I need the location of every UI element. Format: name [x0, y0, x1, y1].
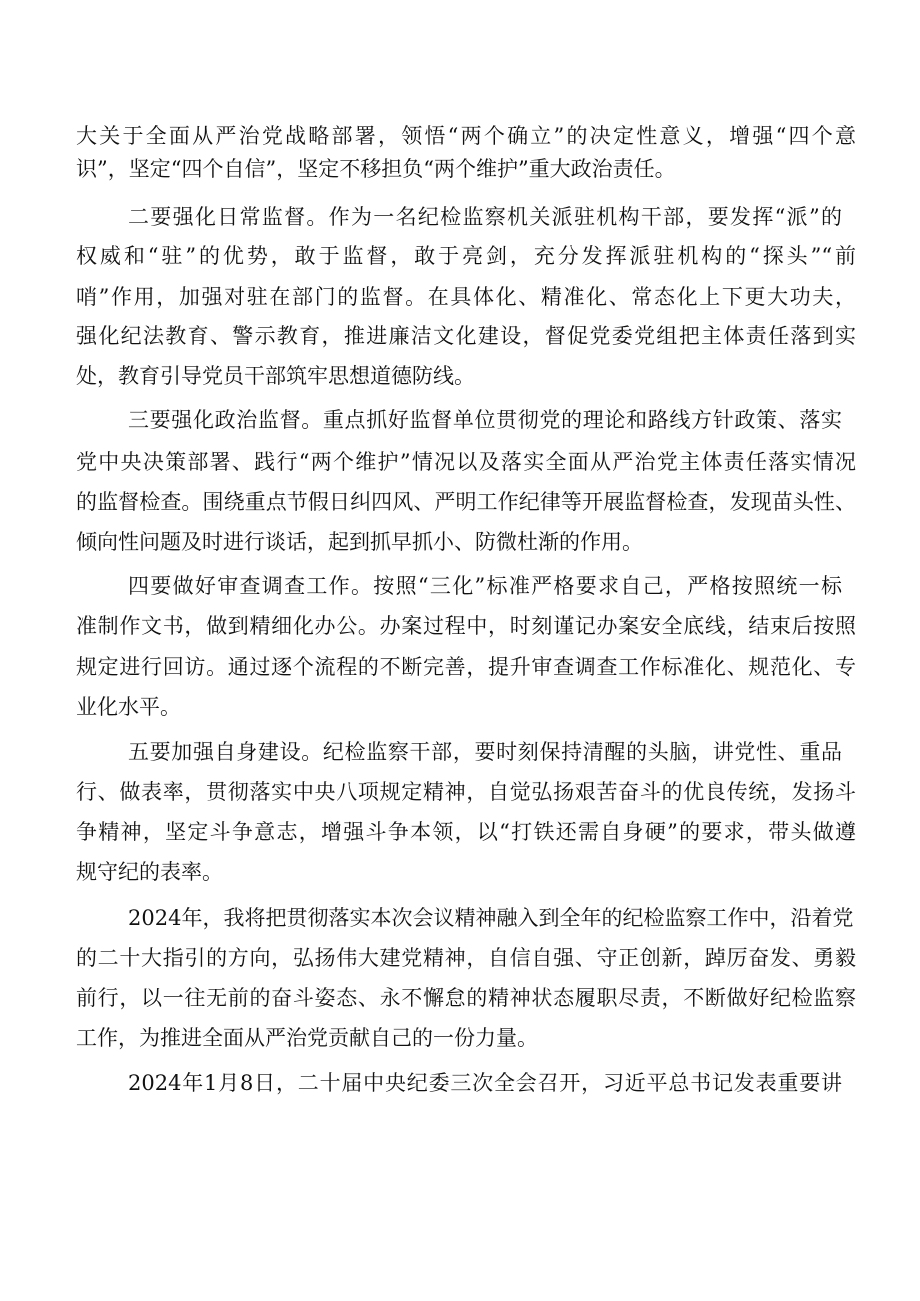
text-line: 处，教育引导党员干部筑牢思想道德防线。: [76, 364, 475, 388]
text-line: 规定进行回访。通过逐个流程的不断完善，提升审查调查工作标准化、规范化、专: [76, 655, 856, 679]
text-line: 强化纪法教育、警示教育，推进廉洁文化建设，督促党委党组把主体责任落到实: [76, 324, 856, 348]
text-line: 识”，坚定“四个自信”，坚定不移担负“两个维护”重大政治责任。: [76, 157, 676, 181]
text-line: 大关于全面从严治党战略部署，领悟“两个确立”的决定性意义，增强“四个意: [76, 124, 856, 148]
text-line: 前行，以一往无前的奋斗姿态、永不懈怠的精神状态履职尽责，不断做好纪检监察: [76, 986, 856, 1010]
text-line: 的二十大指引的方向，弘扬伟大建党精神，自信自强、守正创新，踔厉奋发、勇毅: [76, 946, 856, 970]
paragraph-start: 四要做好审查调查工作。按照“三化”标准严格要求自己，严格按照统一标: [128, 574, 842, 598]
paragraph-start: 二要强化日常监督。作为一名纪检监察机关派驻机构干部，要发挥“派”的: [128, 205, 842, 229]
paragraph-start: 五要加强自身建设。纪检监察干部，要时刻保持清醒的头脑，讲党性、重品: [128, 740, 842, 764]
text-line: 哨”作用，加强对驻在部门的监督。在具体化、精准化、常态化上下更大功夫，: [76, 285, 856, 309]
text-line: 业化水平。: [76, 695, 181, 719]
text-line: 工作，为推进全面从严治党贡献自己的一份力量。: [76, 1026, 538, 1050]
paragraph-start: 三要强化政治监督。重点抓好监督单位贯彻党的理论和路线方针政策、落实: [128, 408, 842, 432]
text-line: 规守纪的表率。: [76, 860, 223, 884]
text-line: 倾向性问题及时进行谈话，起到抓早抓小、防微杜渐的作用。: [76, 530, 643, 554]
text-line: 行、做表率，贯彻落实中央八项规定精神，自觉弘扬艰苦奋斗的优良传统，发扬斗: [76, 780, 856, 804]
paragraph-start: 2024年1月8日，二十届中央纪委三次全会召开，习近平总书记发表重要讲: [128, 1071, 842, 1095]
text-line: 党中央决策部署、践行“两个维护”情况以及落实全面从严治党主体责任落实情况: [76, 450, 856, 474]
text-line: 权威和“驻”的优势，敢于监督，敢于亮剑，充分发挥派驻机构的“探头”“前: [76, 244, 856, 268]
text-line: 争精神，坚定斗争意志，增强斗争本领，以“打铁还需自身硬”的要求，带头做遵: [76, 820, 856, 844]
paragraph-start: 2024年，我将把贯彻落实本次会议精神融入到全年的纪检监察工作中，沿着党: [128, 906, 854, 930]
text-line: 准制作文书，做到精细化办公。办案过程中，时刻谨记办案安全底线，结束后按照: [76, 614, 856, 638]
text-line: 的监督检查。围绕重点节假日纠四风、严明工作纪律等开展监督检查，发现苗头性、: [76, 490, 856, 514]
